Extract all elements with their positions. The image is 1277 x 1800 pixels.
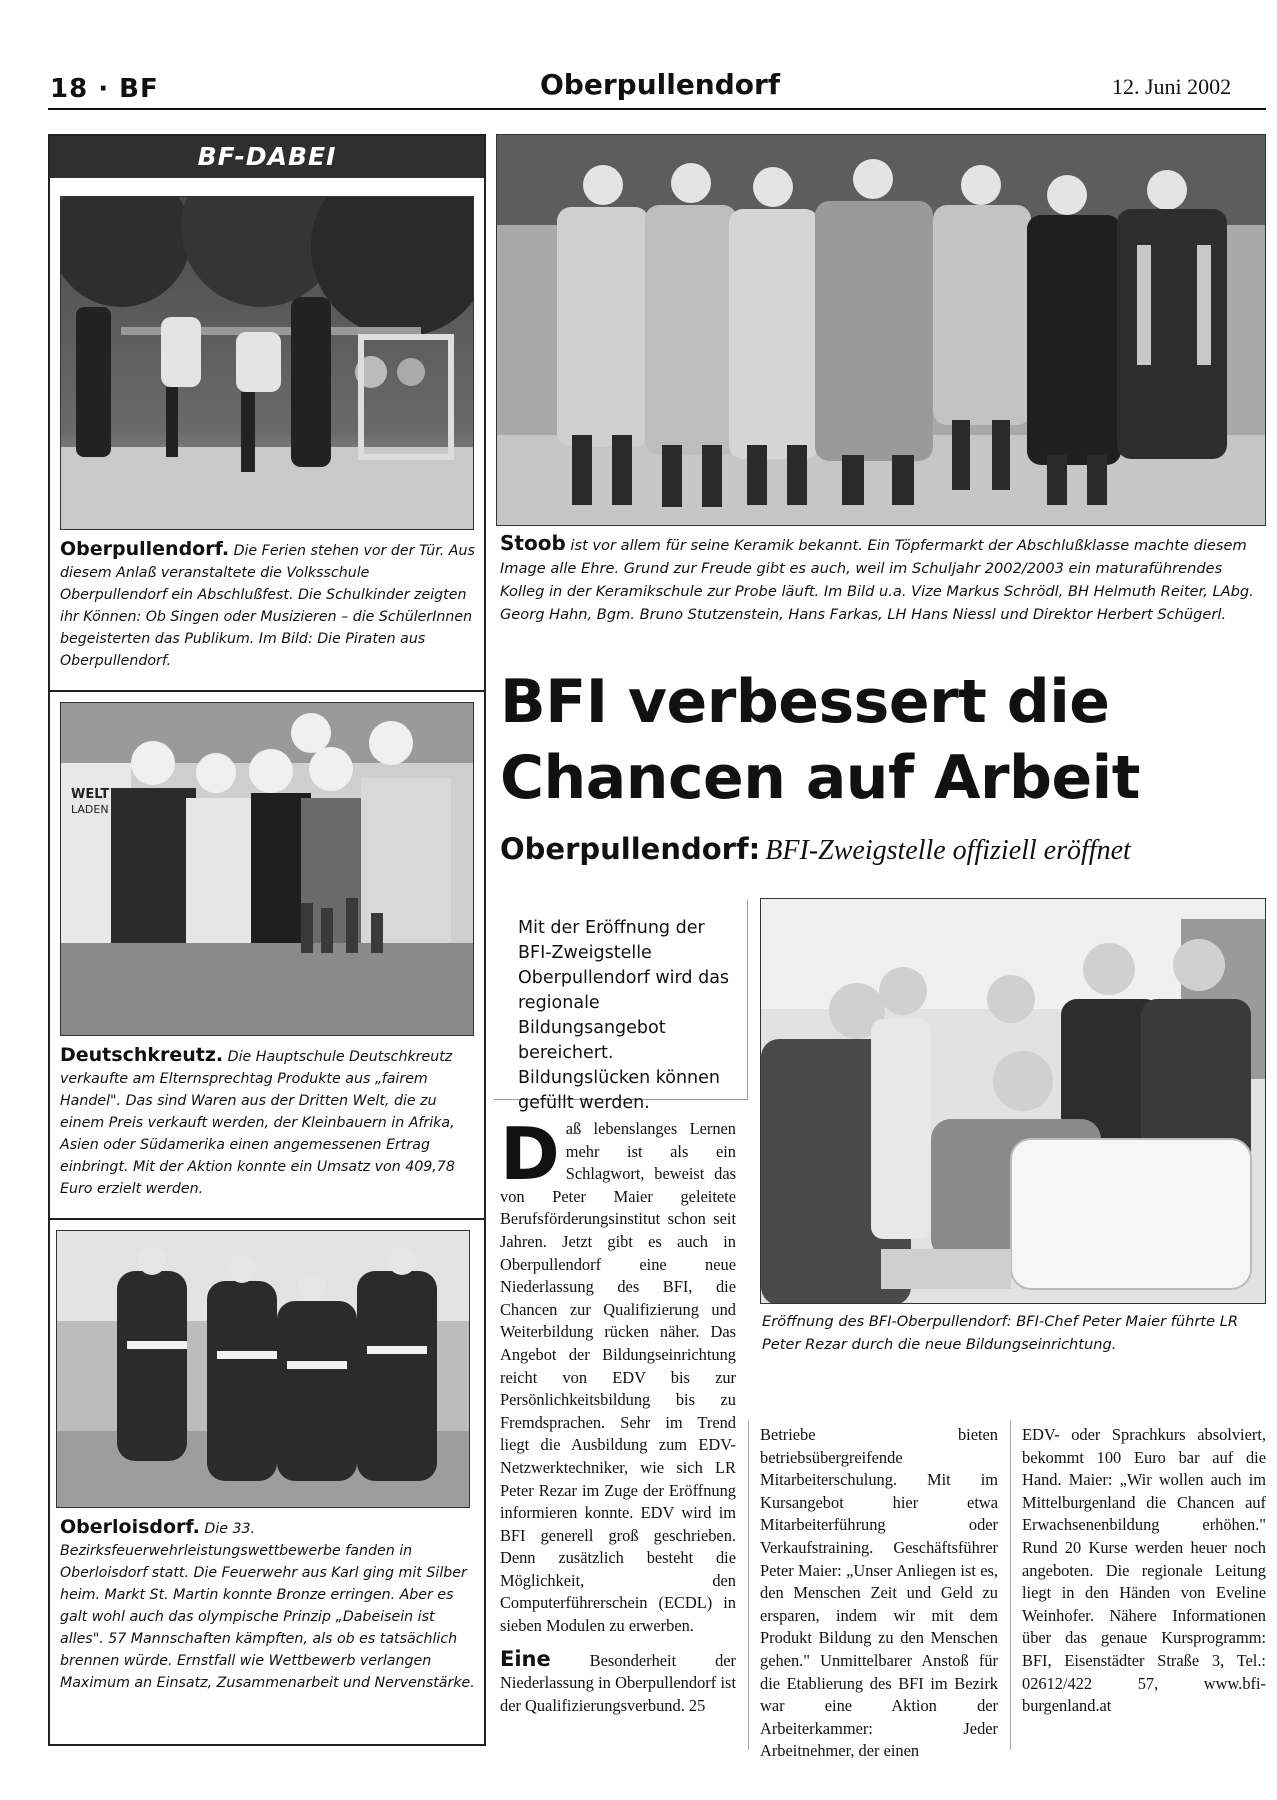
photo-stoob-group <box>496 134 1266 526</box>
svg-text:WELT: WELT <box>71 787 110 802</box>
photo-pirates <box>60 196 474 530</box>
caption-place: Deutschkreutz. <box>60 1044 224 1066</box>
caption-place: Oberloisdorf. <box>60 1516 200 1538</box>
sidebar-title: BF-DABEI <box>50 136 484 178</box>
sidebar-divider <box>50 690 484 692</box>
article-headline <box>500 664 1270 816</box>
sidebar-bf-dabei <box>48 134 486 1746</box>
caption-deutschkreutz <box>60 1044 476 1200</box>
caption-stoob <box>500 532 1266 626</box>
article-lead: Mit der Eröffnung der BFI-Zweigstelle Oberpullendorf wird das regionale Bildungsangebot bereichert. Bildungslücken können gefüllt werden. <box>494 900 748 1100</box>
body-text: Betriebe bieten betriebsübergreifende Mitarbeiterschulung. Mit im Kursangebot hier etwa Mitarbeiterführung oder Verkaufstraining. Geschäftsführer Peter Maier: „Unser Anliegen ist es, den Menschen Zeit und Geld zu ersparen, indem wir mit dem Produkt Bildung zu den Menschen gehen." Unmittelbarer Anstoß für die Etablierung des BFI im Bezirk war eine Aktion der Arbeiterkammer: Jeder Arbeitnehmer, der einen <box>760 1425 998 1761</box>
article-subhead <box>500 832 1270 867</box>
drop-cap: D <box>500 1112 560 1196</box>
photo-fair-trade <box>60 702 474 1036</box>
subhead-place: Oberpullendorf: <box>500 832 761 866</box>
caption-text: Die Hauptschule Deutschkreutz verkaufte am Elternsprechtag Produkte aus „fairem Handel". Das sind Waren aus der Dritten Welt, die zu einem Preis verkauft werden, der Kleinbauern in Afrika, Asien oder Südamerika einen angemessenen Ertrag einbringt. Mit der Aktion konnte ein Umsatz von 409,78 Euro erzielt werden. <box>60 1049 455 1197</box>
body-text: EDV- oder Sprachkurs absolviert, bekommt 100 Euro bar auf die Hand. Maier: „Wir wollen auch im Mittelburgenland die Chancen auf Erwachsenenbildung erhöhen." Rund 20 Kurse werden heuer noch angeboten. Die regionale Leitung liegt in den Händen von Eveline Weinhofer. Nähere Informationen über das genaue Kursprogramm: BFI, Eisenstädter Straße 3, Tel.: 02612/422 57, www.bfi-burgenland.at <box>1022 1425 1266 1716</box>
caption-bfi-photo: Eröffnung des BFI-Oberpullendorf: BFI-Chef Peter Maier führte LR Peter Rezar durch die neue Bildungseinrichtung. <box>762 1313 1238 1353</box>
column-rule <box>1010 1420 1011 1750</box>
body-text: Besonderheit der Niederlassung in Oberpullendorf ist der Qualifizierungsverbund. 25 <box>500 1650 736 1715</box>
headline-line: BFI verbessert die <box>500 667 1110 737</box>
page-number: 18 · BF <box>50 74 159 104</box>
body-text: aß lebenslanges Lernen mehr ist als ein Schlagwort, beweist das von Peter Maier geleitete Berufsförderungsinstitut schon seit Jahren. Jetzt gibt es auch in Oberpullendorf eine neue Niederlassung des BFI, die Chancen zur Qualifizierung und Weiterbildung rücken näher. Das Angebot der Bildungseinrichtung reicht von EDV bis zur Persönlichkeitsbildung bis zu Fremdsprachen. Sehr im Trend liegt die Ausbildung zum EDV-Netzwerktechniker, wie sich LR Peter Rezar im Zuge der Eröffnung informieren konnte. EDV wird im BFI generell groß geschrieben. Denn zusätzlich besteht die Möglichkeit, den Computerführerschein (ECDL) in sieben Modulen zu erwerben. <box>500 1119 736 1636</box>
subhead-text: BFI-Zweigstelle offiziell eröffnet <box>765 835 1131 866</box>
caption-oberpullendorf <box>60 538 476 672</box>
article-column-1 <box>500 1112 736 1717</box>
photo-bfi-opening <box>760 898 1266 1304</box>
article-column-2 <box>760 1424 998 1763</box>
svg-text:LADEN: LADEN <box>71 803 109 816</box>
sidebar-divider <box>50 1218 484 1220</box>
caption-place: Oberpullendorf. <box>60 538 230 560</box>
caption-place: Stoob <box>500 531 566 555</box>
issue-date: 12. Juni 2002 <box>1112 74 1232 99</box>
section-title: Oberpullendorf <box>540 68 781 101</box>
caption-text: ist vor allem für seine Keramik bekannt. Ein Töpfermarkt der Abschlußklasse machte diesem Image alle Ehre. Grund zur Freude gibt es auch, weil im Schuljahr 2002/2003 ein maturaführendes Kolleg in der Keramikschule zur Probe läuft. Im Bild u.a. Vize Markus Schrödl, BH Helmuth Reiter, LAbg. Georg Hahn, Bgm. Bruno Stutzenstein, Hans Farkas, LH Hans Niessl und Direktor Herbert Schügerl. <box>500 537 1254 623</box>
header-rule <box>48 108 1266 110</box>
caption-text: Die 33. Bezirksfeuerwehrleistungswettbewerbe fanden in Oberloisdorf statt. Die Feuerwehr aus Karl ging mit Silber heim. Markt St. Martin konnte Bronze erringen. Aber es galt wohl auch das olympische Prinzip „Dabeisein ist alles". 57 Mannschaften kämpften, als ob es tatsächlich brennen würde. Ernstfall wie Wettbewerb verlangen Maximum an Einsatz, Zusammenarbeit und Nervenstärke. <box>60 1521 475 1691</box>
article-column-3 <box>1022 1424 1266 1718</box>
caption-text: Die Ferien stehen vor der Tür. Aus diesem Anlaß veranstaltete die Volksschule Oberpullendorf ein Abschlußfest. Die Schulkinder zeigten ihr Können: Ob Singen oder Musizieren – die SchülerInnen begeisterten das Publikum. Im Bild: Die Piraten aus Oberpullendorf. <box>60 543 475 669</box>
photo-firefighters <box>56 1230 470 1508</box>
headline-line: Chancen auf Arbeit <box>500 743 1140 813</box>
caption-oberloisdorf <box>60 1516 476 1694</box>
column-rule <box>748 1420 749 1750</box>
run-in-head: Eine <box>500 1646 551 1671</box>
